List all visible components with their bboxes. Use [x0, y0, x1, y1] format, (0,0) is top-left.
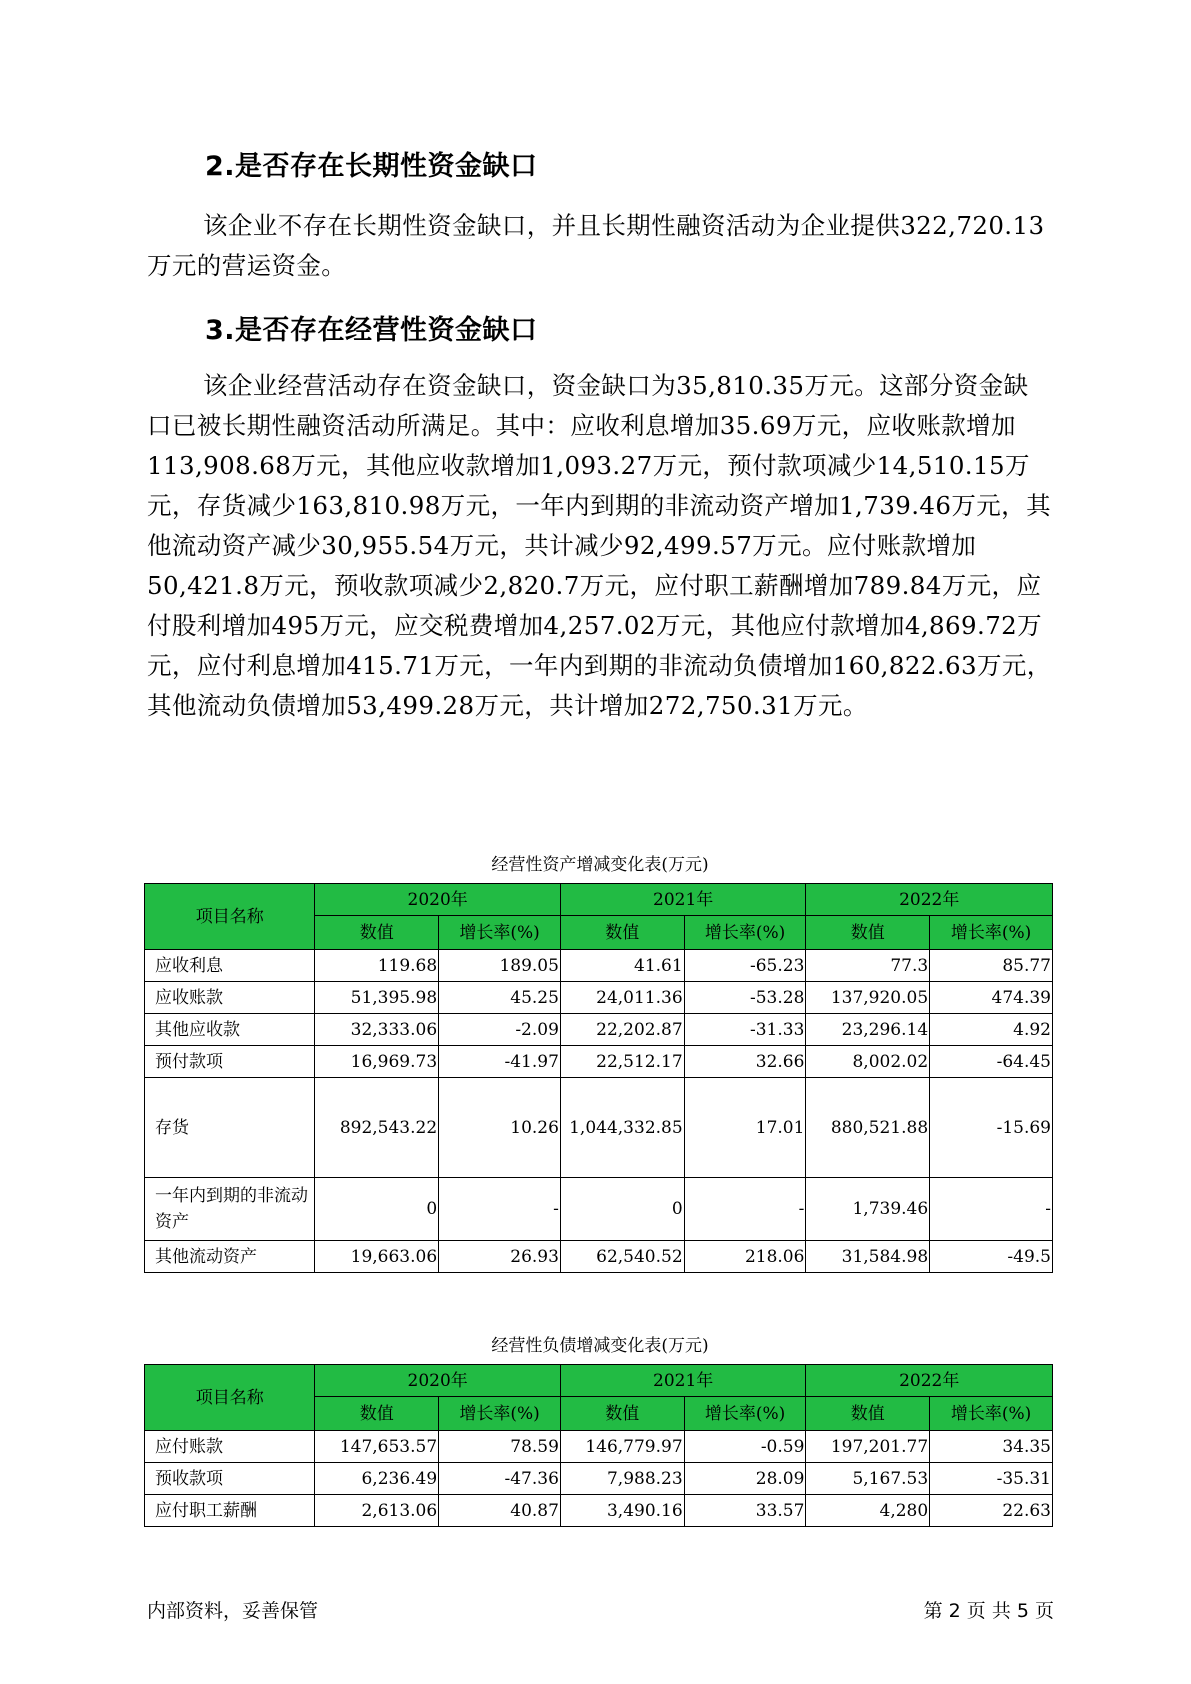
header-year-2021: 2021年: [560, 1365, 806, 1397]
header-value: 数值: [315, 916, 439, 950]
row-label: 预收款项: [145, 1463, 315, 1495]
footer-page-number: 第 2 页 共 5 页: [923, 1600, 1054, 1622]
cell-growth: 33.57: [684, 1495, 806, 1527]
cell-growth: -31.33: [684, 1014, 806, 1046]
cell-growth: -0.59: [684, 1431, 806, 1463]
cell-value: 8,002.02: [806, 1046, 930, 1078]
cell-value: 147,653.57: [315, 1431, 439, 1463]
header-year-2022: 2022年: [806, 1365, 1053, 1397]
cell-growth: 34.35: [930, 1431, 1053, 1463]
cell-value: 0: [560, 1178, 684, 1241]
cell-growth: -15.69: [930, 1078, 1053, 1178]
table-row: [145, 1463, 1053, 1495]
header-item-name: 项目名称: [145, 1365, 315, 1431]
cell-growth: -47.36: [439, 1463, 561, 1495]
paragraph-operating-gap-text: 该企业经营活动存在资金缺口，资金缺口为35,810.35万元。这部分资金缺口已被长期性融资活动所满足。其中：应收利息增加35.69万元，应收账款增加113,908.68万元，其他应收款增加1,093.27万元，预付款项减少14,510.15万元，存货减少163,810.98万元，一年内到期的非流动资产增加1,739.46万元，其他流动资产减少30,955.54万元，共计减少92,499.57万元。应付账款增加50,421.8万元，预收款项减少2,820.7万元，应付职工薪酬增加789.84万元，应付股利增加495万元，应交税费增加4,257.02万元，其他应付款增加4,869.72万元，应付利息增加415.71万元，一年内到期的非流动负债增加160,822.63万元，其他流动负债增加53,499.28万元，共计增加272,750.31万元。: [147, 371, 1052, 720]
cell-value: 41.61: [560, 950, 684, 982]
header-value: 数值: [806, 916, 930, 950]
cell-value: 6,236.49: [315, 1463, 439, 1495]
row-label: 预付款项: [145, 1046, 315, 1078]
header-year-2020: 2020年: [315, 884, 561, 916]
operating-assets-table: [144, 883, 1053, 1273]
cell-value: 3,490.16: [560, 1495, 684, 1527]
table-row: [145, 1431, 1053, 1463]
paragraph-long-term-gap: [147, 206, 1052, 286]
header-growth: 增长率(%): [684, 916, 806, 950]
cell-growth: -65.23: [684, 950, 806, 982]
cell-value: 32,333.06: [315, 1014, 439, 1046]
row-label: 应付职工薪酬: [145, 1495, 315, 1527]
paragraph-long-term-gap-text: 该企业不存在长期性资金缺口，并且长期性融资活动为企业提供322,720.13万元的营运资金。: [147, 211, 1045, 280]
cell-value: 146,779.97: [560, 1431, 684, 1463]
cell-growth: 32.66: [684, 1046, 806, 1078]
table-row: [145, 1495, 1053, 1527]
cell-value: 22,512.17: [560, 1046, 684, 1078]
cell-value: 62,540.52: [560, 1241, 684, 1273]
table-row: [145, 1046, 1053, 1078]
header-growth: 增长率(%): [439, 916, 561, 950]
row-label: 应付账款: [145, 1431, 315, 1463]
header-year-2021: 2021年: [560, 884, 806, 916]
header-value: 数值: [560, 1397, 684, 1431]
cell-growth: 10.26: [439, 1078, 561, 1178]
cell-growth: 28.09: [684, 1463, 806, 1495]
cell-growth: -64.45: [930, 1046, 1053, 1078]
cell-value: 0: [315, 1178, 439, 1241]
section-heading-long-term-gap: 2.是否存在长期性资金缺口: [205, 151, 538, 182]
row-label: 其他流动资产: [145, 1241, 315, 1273]
cell-growth: 26.93: [439, 1241, 561, 1273]
cell-value: 1,044,332.85: [560, 1078, 684, 1178]
cell-growth: -: [439, 1178, 561, 1241]
cell-growth: 17.01: [684, 1078, 806, 1178]
cell-growth: -53.28: [684, 982, 806, 1014]
cell-value: 1,739.46: [806, 1178, 930, 1241]
cell-value: 24,011.36: [560, 982, 684, 1014]
cell-growth: 189.05: [439, 950, 561, 982]
cell-growth: 22.63: [930, 1495, 1053, 1527]
cell-growth: -: [684, 1178, 806, 1241]
cell-value: 2,613.06: [315, 1495, 439, 1527]
cell-growth: -49.5: [930, 1241, 1053, 1273]
section-heading-operating-gap: 3.是否存在经营性资金缺口: [205, 315, 538, 346]
cell-value: 137,920.05: [806, 982, 930, 1014]
cell-value: 77.3: [806, 950, 930, 982]
cell-growth: -35.31: [930, 1463, 1053, 1495]
cell-value: 892,543.22: [315, 1078, 439, 1178]
cell-growth: 218.06: [684, 1241, 806, 1273]
cell-value: 22,202.87: [560, 1014, 684, 1046]
table-caption-liabilities: 经营性负债增减变化表(万元): [491, 1336, 709, 1356]
header-growth: 增长率(%): [439, 1397, 561, 1431]
row-label: 应收账款: [145, 982, 315, 1014]
row-label: 其他应收款: [145, 1014, 315, 1046]
cell-value: 880,521.88: [806, 1078, 930, 1178]
cell-value: 5,167.53: [806, 1463, 930, 1495]
table-row: [145, 982, 1053, 1014]
cell-value: 197,201.77: [806, 1431, 930, 1463]
header-year-2020: 2020年: [315, 1365, 561, 1397]
cell-growth: 40.87: [439, 1495, 561, 1527]
cell-value: 119.68: [315, 950, 439, 982]
cell-value: 51,395.98: [315, 982, 439, 1014]
cell-value: 16,969.73: [315, 1046, 439, 1078]
paragraph-operating-gap: [147, 366, 1052, 726]
table-row: [145, 1178, 1053, 1241]
header-growth: 增长率(%): [684, 1397, 806, 1431]
operating-liabilities-table: [144, 1364, 1053, 1527]
cell-value: 7,988.23: [560, 1463, 684, 1495]
cell-value: 4,280: [806, 1495, 930, 1527]
cell-growth: 474.39: [930, 982, 1053, 1014]
header-year-2022: 2022年: [806, 884, 1053, 916]
cell-growth: 45.25: [439, 982, 561, 1014]
cell-growth: -41.97: [439, 1046, 561, 1078]
cell-growth: -: [930, 1178, 1053, 1241]
footer-confidential-note: 内部资料，妥善保管: [147, 1600, 319, 1622]
cell-value: 31,584.98: [806, 1241, 930, 1273]
cell-growth: -2.09: [439, 1014, 561, 1046]
cell-growth: 78.59: [439, 1431, 561, 1463]
cell-value: 19,663.06: [315, 1241, 439, 1273]
header-growth: 增长率(%): [930, 1397, 1053, 1431]
table-row: [145, 1014, 1053, 1046]
header-value: 数值: [560, 916, 684, 950]
header-item-name: 项目名称: [145, 884, 315, 950]
cell-growth: 85.77: [930, 950, 1053, 982]
row-label: 存货: [145, 1078, 315, 1178]
header-value: 数值: [806, 1397, 930, 1431]
table-row: [145, 1241, 1053, 1273]
cell-value: 23,296.14: [806, 1014, 930, 1046]
table-row: [145, 950, 1053, 982]
row-label: 一年内到期的非流动资产: [145, 1178, 315, 1241]
table-caption-assets: 经营性资产增减变化表(万元): [491, 855, 709, 875]
table-row: [145, 1078, 1053, 1178]
header-value: 数值: [315, 1397, 439, 1431]
cell-growth: 4.92: [930, 1014, 1053, 1046]
header-growth: 增长率(%): [930, 916, 1053, 950]
row-label: 应收利息: [145, 950, 315, 982]
